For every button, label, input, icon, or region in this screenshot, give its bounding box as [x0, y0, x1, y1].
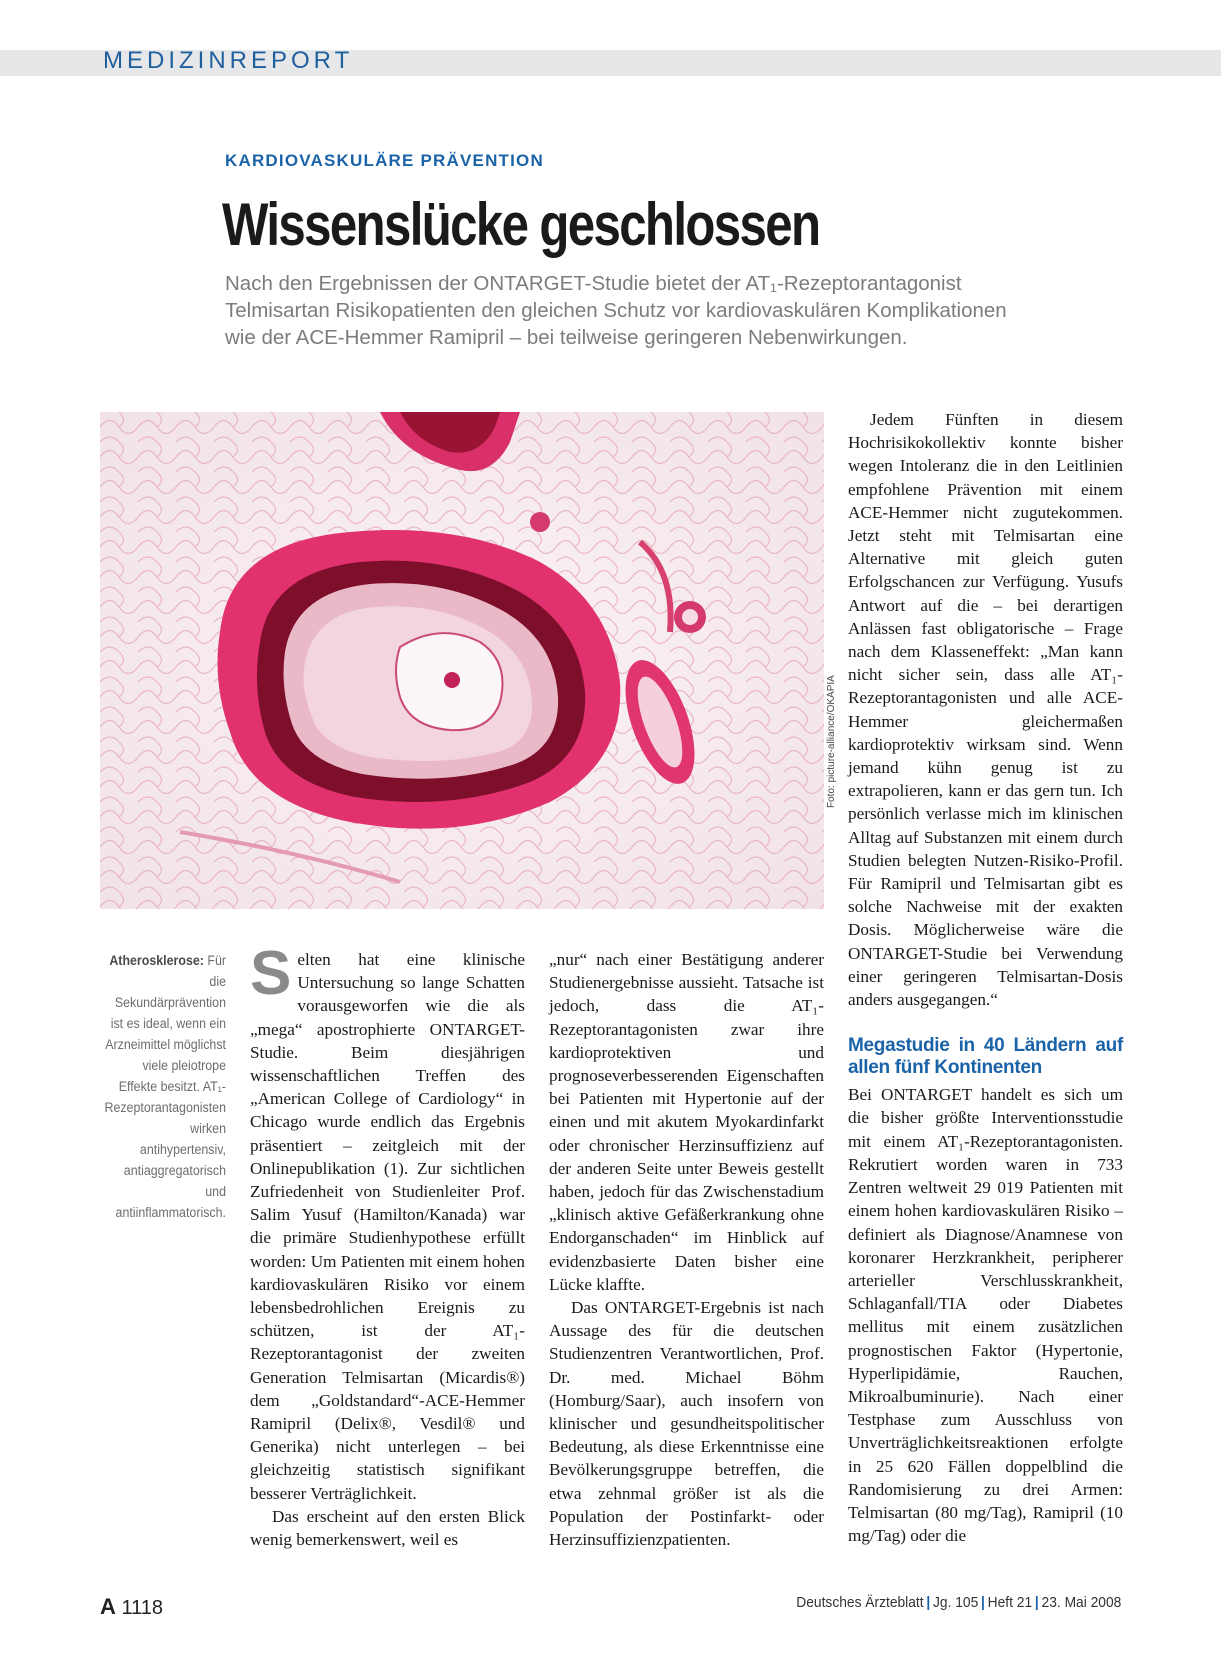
caption-label: Atherosklerose:: [109, 953, 204, 968]
footer-separator: |: [980, 1594, 985, 1611]
text-column-1: [250, 939, 525, 1551]
article-kicker: KARDIOVASKULÄRE PRÄVENTION: [225, 151, 544, 170]
journal-issue: Heft 21: [987, 1594, 1032, 1611]
photo-caption: [103, 950, 226, 1223]
page-number-value: 1118: [121, 1597, 163, 1619]
lead-line: Telmisartan Risikopatienten den gleichen Schutz vor kardiovaskulären Komplikationen: [225, 299, 1007, 322]
section-label: MEDIZINREPORT: [103, 47, 354, 74]
publication-date: 23. Mai 2008: [1041, 1594, 1121, 1611]
journal-name: Deutsches Ärzteblatt: [795, 1594, 924, 1611]
footer-separator: |: [1034, 1594, 1039, 1611]
paragraph: Jedem Fünften in diesem Hochrisikokollektiv konnte bisher wegen Intoleranz die in den Leitlinien empfohlene Prävention mit einem ACE-Hemmer nicht zugutekommen. Jetzt steht mit Telmisartan eine Alternative mit gleich guten Erfolgschancen zur Verfügung. Yusufs Antwort auf die – bei derartigen Anlässen fast obligatorische – Frage nach dem Klasseneffekt: „Man kann nicht sicher sein, dass alle AT₁-Rezeptorantagonisten und alle ACE-Hemmer gleichermaßen kardioprotektiv wirksam sind. Wenn jemand kühn genug ist zu extrapolieren, kann er das gern tun. Ich persönlich verlasse mich im klinischen Alltag auf Substanzen mit einem durch Studien belegten Nutzen-Risiko-Profil. Für Ramipril und Telmisartan gibt es solche Nachweise mit der exakten Dosis. Möglicherweise wäre die ONTARGET-Studie bei Verwendung einer geringeren Telmisartan-Dosis anders ausgegangen.“: [848, 410, 1123, 1010]
page-prefix: A: [100, 1594, 116, 1619]
paragraph: „nur“ nach einer Bestätigung anderer Studienergebnisse aussieht. Tatsache ist jedoch, dass die AT₁-Rezeptorantagonisten zwar ihre kardioprotektiven und prognoseverbesserenden Eigenschaften bei Patienten mit Hypertonie auf der einen und mit akutem Myokardinfarkt oder chronischer Herzinsuffizienz auf der anderen Seite unter Beweis gestellt haben, jedoch für das Zwischenstadium „klinisch aktive Gefäßerkrankung ohne Endorganschaden“ im Hinblick auf evidenzbasierte Daten bisher eine Lücke klaffte.: [549, 950, 824, 1294]
page-number: [100, 1594, 163, 1620]
paragraph: Bei ONTARGET handelt es sich um die bisher größte Interventionsstudie mit einem AT₁-Rezeptorantagonisten. Rekrutiert worden waren in 733 Zentren weltweit 29 019 Patienten mit einem hohen kardiovaskulären Risiko – definiert als Diagnose/Anamnese von koronarer Herzkrankheit, peripherer arterieller Verschlusskrankheit, Schlaganfall/TIA oder Diabetes mellitus mit einem zusätzlichen prognostischen Faktor (Hypertonie, Hyperlipidämie, Rauchen, Mikroalbuminurie). Nach einer Testphase zum Ausschluss von Unverträglichkeitsreaktionen erfolgte in 25 620 Fällen doppelblind die Randomisierung zu drei Armen: Telmisartan (80 mg/Tag), Ramipril (10 mg/Tag) oder die: [848, 1085, 1123, 1546]
lead-line: Nach den Ergebnissen der ONTARGET-Studie bietet der AT₁-Rezeptorantagonist: [225, 272, 962, 295]
paragraph: Das ONTARGET-Ergebnis ist nach Aussage des für die deutschen Studienzentren Verantwortlichen, Prof. Dr. med. Michael Böhm (Homburg/Saar), auch insofern von klinischer und gesundheitspolitischer Bedeutung, als diese Erkenntnisse eine Bevölkerungsgruppe betreffen, die etwa zehnmal größer ist als die Population der Postinfarkt- oder Herzinsuffizienzpatienten.: [549, 1298, 824, 1550]
footer-separator: |: [926, 1594, 930, 1611]
text-column-3: [848, 408, 1123, 1547]
section-subheading: Megastudie in 40 Ländern auf allen fünf Kontinenten: [848, 1035, 1123, 1079]
article-title: Wissenslücke geschlossen: [222, 191, 820, 258]
caption-text: Für die Sekundärprävention ist es ideal, wenn ein Arzneimittel möglichst viele pleiotrope Effekte besitzt. AT₁-Rezeptorantagonisten wirken antihypertensiv, antiaggregatorisch und antiinflammatorisch.: [104, 953, 226, 1220]
article-lead: [225, 270, 1125, 351]
photo-credit: Foto: picture-alliance/OKAPIA: [826, 675, 837, 808]
dropcap: S: [250, 939, 292, 1008]
paragraph: elten hat eine klinische Untersuchung so lange Schatten vorausgeworfen wie die als „mega“ apostrophierte ONTARGET-Studie. Beim diesjährigen wissenschaftlichen Treffen des „American College of Cardiology“ in Chicago wurde endlich das Ergebnis präsentiert – zeitgleich mit der Onlinepublikation (1). Zur sichtlichen Zufriedenheit von Studienleiter Prof. Salim Yusuf (Hamilton/Kanada) war die primäre Studienhypothese erfüllt worden: Um Patienten mit einem hohen kardiovaskulären Risiko vor einem lebensbedrohlichen Ereignis zu schützen, ist der AT₁-Rezeptorantagonist der zweiten Generation Telmisartan (Micardis®) dem „Goldstandard“-ACE-Hemmer Ramipril (Delix®, Vesdil® und Generika) nicht unterlegen – bei gleichzeitig statistisch signifikant besserer Verträglichkeit.: [250, 950, 525, 1503]
journal-volume: Jg. 105: [932, 1594, 978, 1611]
histology-photo: [100, 412, 824, 909]
lead-line: wie der ACE-Hemmer Ramipril – bei teilweise geringeren Nebenwirkungen.: [225, 326, 908, 349]
text-column-2: [549, 948, 824, 1551]
publication-info: [796, 1594, 1121, 1611]
paragraph: Das erscheint auf den ersten Blick wenig bemerkenswert, weil es: [250, 1506, 525, 1550]
